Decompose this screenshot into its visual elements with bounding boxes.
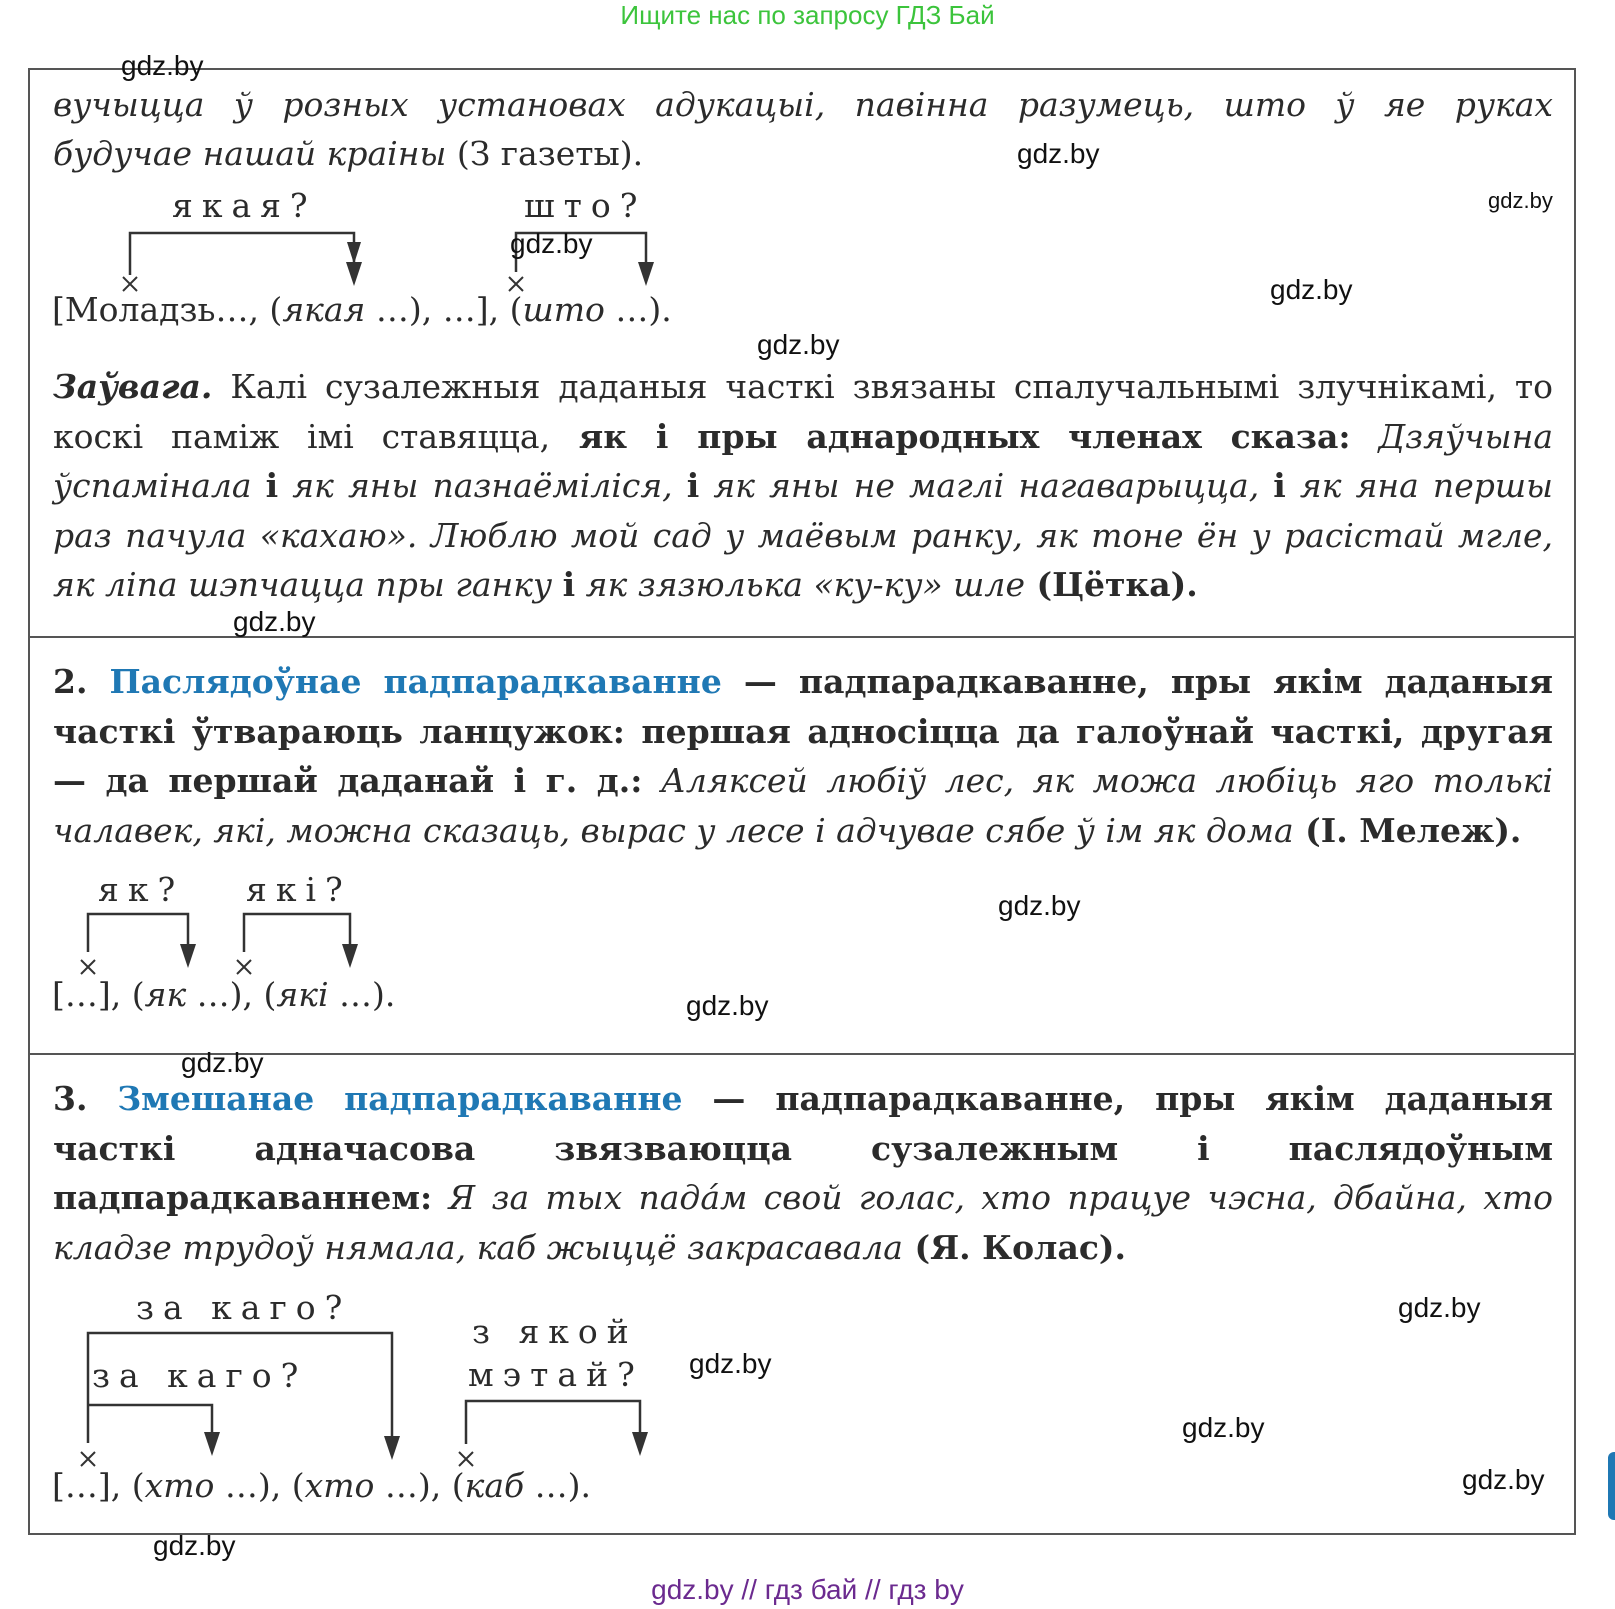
cross-mark [509, 277, 523, 291]
watermark: gdz.by [689, 1348, 772, 1379]
question-label: які? [246, 870, 352, 909]
search-banner: Ищите нас по запросу ГДЗ Бай [620, 0, 995, 30]
watermark: gdz.by [1270, 274, 1353, 305]
watermark: gdz.by [121, 50, 204, 81]
schema-section1: [Моладзь…, (якая …), …], (што …). [52, 290, 672, 329]
question-label: за каго? [136, 1288, 352, 1327]
watermark: gdz.by [1182, 1412, 1265, 1443]
schema-section2: […], (як …), (які …). [52, 975, 396, 1014]
question-label: за каго? [92, 1356, 308, 1395]
cross-mark [81, 960, 95, 974]
watermark: gdz.by [510, 228, 593, 259]
watermark: gdz.by [233, 606, 316, 637]
arrowhead [346, 262, 362, 286]
watermark: gdz.by [757, 329, 840, 360]
schema-section3: […], (хто …), (хто …), (каб …). [52, 1466, 591, 1505]
watermark: gdz.by [686, 990, 769, 1021]
section2-paragraph: 2. Паслядоўнае падпарадкаванне — падпарадкаванне, пры якім даданыя часткі ўтвараюць ланцужок: першая адносіцца да галоўнай часткі, другая — да першай даданай і г. д.: Аляксей любіў лес, як можа любіць яго толькі чалавек, які, можна сказаць, вырас у лесе і адчувае сябе ў ім як дома (І. Мележ). [53, 662, 1553, 850]
cross-mark [237, 960, 251, 974]
watermark: gdz.by [1398, 1292, 1481, 1323]
watermark: gdz.by [181, 1047, 264, 1078]
watermark: gdz.by [1462, 1464, 1545, 1495]
watermark: gdz.by [153, 1530, 236, 1561]
footer-links: gdz.by // гдз бай // гдз by [651, 1574, 964, 1605]
arrowhead [342, 944, 358, 968]
cross-mark [81, 1452, 95, 1466]
section1-line2: будучае нашай краіны (З газеты). [53, 134, 644, 173]
cross-mark [123, 277, 137, 291]
arrowhead [384, 1436, 400, 1460]
watermark: gdz.by [998, 890, 1081, 921]
arrowhead [638, 262, 654, 286]
watermark: gdz.by [1488, 188, 1553, 213]
question-label: мэтай? [468, 1355, 644, 1394]
arrowhead [180, 944, 196, 968]
question-label: з якой [472, 1312, 638, 1351]
cross-mark [459, 1452, 473, 1466]
note-paragraph: Заўвага. Калі сузалежныя даданыя часткі звязаны спалучальнымі злучнікамі, то коскі паміж імі ставяцца, як і пры аднародных членах сказа: Дзяўчына ўспамінала і як яны пазнаёміліся, і як яны не маглі нагаварыцца, і як яна першы раз пачула «кахаю». Люблю мой сад у маёвым ранку, як тоне ён у расістай мгле, як ліпа шэпчацца пры ганку і як зязюлька «ку-ку» шле (Цётка). [53, 367, 1553, 604]
section1-line1: вучыцца ў розных установах адукацыі, павінна разумець, што ў яе руках [53, 85, 1553, 124]
arrowhead [204, 1432, 220, 1456]
question-label: якая? [172, 186, 317, 225]
side-tab[interactable] [1608, 1452, 1615, 1520]
section3-paragraph: 3. Змешанае падпарадкаванне — падпарадкаванне, пры якім даданыя часткі адначасова звязваюцца сузалежным і паслядоўным падпарадкаваннем: Я за тых падам свой голас, хто працуе чэсна, дбайна, хто кладзе трудоў нямала, каб жыццё закрасавала (Я. Колас). [53, 1079, 1553, 1267]
watermark: gdz.by [1017, 138, 1100, 169]
question-label: як? [98, 870, 185, 909]
arrowhead [632, 1432, 648, 1456]
question-label: што? [524, 186, 647, 225]
